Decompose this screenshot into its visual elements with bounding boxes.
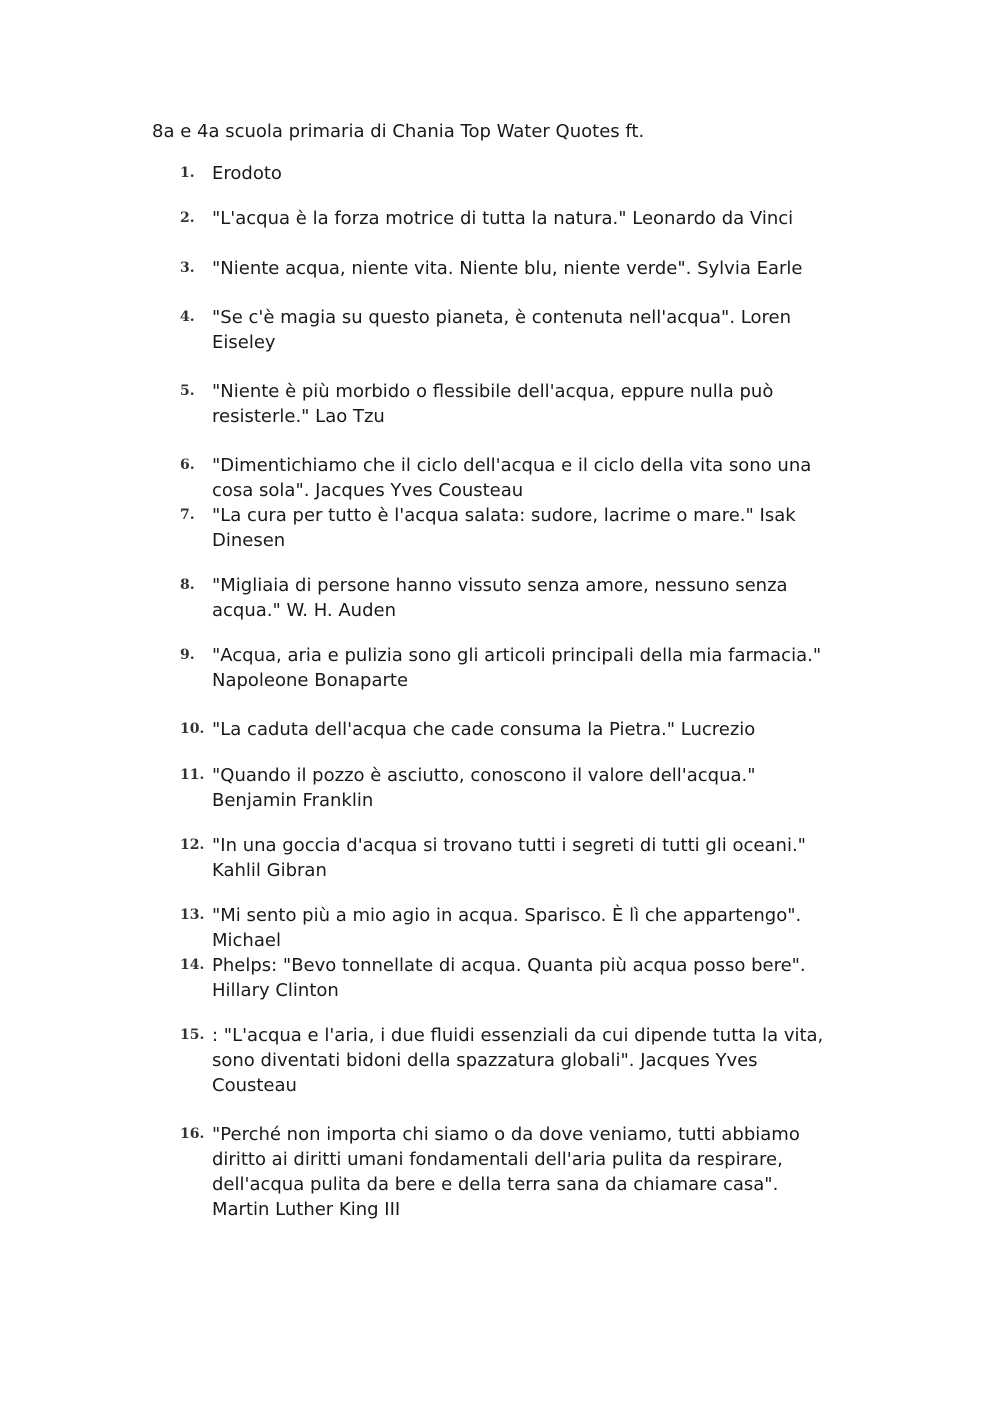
- item-number: 2.: [180, 210, 195, 226]
- item-number: 6.: [180, 457, 195, 473]
- quote-text: "In una goccia d'acqua si trovano tutti i segreti di tutti gli oceani." Kahlil Gibran: [212, 835, 806, 881]
- item-number: 9.: [180, 647, 195, 663]
- item-number: 16.: [180, 1126, 205, 1142]
- quote-text: Phelps: "Bevo tonnellate di acqua. Quanta più acqua posso bere". Hillary Clinton: [212, 955, 806, 1001]
- quote-item-2: [180, 206, 840, 231]
- item-number: 13.: [180, 907, 205, 923]
- quote-item-3: [180, 256, 840, 281]
- quote-item-12: [180, 833, 840, 883]
- quote-item-10: [180, 717, 840, 742]
- item-number: 15.: [180, 1027, 205, 1043]
- quote-text: "Niente acqua, niente vita. Niente blu, niente verde". Sylvia Earle: [212, 258, 803, 279]
- quote-item-14: [180, 953, 840, 1003]
- quote-text: Erodoto: [212, 163, 282, 184]
- quote-item-1: [180, 161, 840, 186]
- quote-text: "La cura per tutto è l'acqua salata: sudore, lacrime o mare." Isak Dinesen: [212, 505, 796, 551]
- quote-text: "Perché non importa chi siamo o da dove veniamo, tutti abbiamo diritto ai diritti umani fondamentali dell'aria pulita da respirare, dell'acqua pulita da bere e della terra sana da chiamare casa". Martin Luther King III: [212, 1124, 800, 1220]
- item-number: 1.: [180, 165, 195, 181]
- quote-text: "Se c'è magia su questo pianeta, è contenuta nell'acqua". Loren Eiseley: [212, 307, 791, 353]
- quote-item-4: [180, 305, 840, 355]
- quote-item-7: [180, 503, 840, 553]
- quote-text: "Dimentichiamo che il ciclo dell'acqua e il ciclo della vita sono una cosa sola". Jacques Yves Cousteau: [212, 455, 812, 501]
- item-number: 10.: [180, 721, 205, 737]
- quote-text: "L'acqua è la forza motrice di tutta la natura." Leonardo da Vinci: [212, 208, 794, 229]
- quote-text: "La caduta dell'acqua che cade consuma la Pietra." Lucrezio: [212, 719, 756, 740]
- quote-text: "Quando il pozzo è asciutto, conoscono il valore dell'acqua." Benjamin Franklin: [212, 765, 756, 811]
- item-number: 7.: [180, 507, 195, 523]
- quote-item-16: [180, 1122, 840, 1222]
- document-title: 8a e 4a scuola primaria di Chania Top Water Quotes ft.: [152, 121, 645, 142]
- quote-item-5: [180, 379, 840, 429]
- item-number: 8.: [180, 577, 195, 593]
- quote-item-6: [180, 453, 840, 503]
- quote-item-9: [180, 643, 840, 693]
- item-number: 11.: [180, 767, 205, 783]
- item-number: 14.: [180, 957, 205, 973]
- item-number: 12.: [180, 837, 205, 853]
- quote-item-13: [180, 903, 840, 953]
- quote-text: "Niente è più morbido o flessibile dell'acqua, eppure nulla può resisterle." Lao Tzu: [212, 381, 774, 427]
- quote-text: "Acqua, aria e pulizia sono gli articoli principali della mia farmacia." Napoleone Bonaparte: [212, 645, 822, 691]
- quote-text: "Migliaia di persone hanno vissuto senza amore, nessuno senza acqua." W. H. Auden: [212, 575, 788, 621]
- quote-item-11: [180, 763, 840, 813]
- quote-text: "Mi sento più a mio agio in acqua. Sparisco. È lì che appartengo". Michael: [212, 905, 802, 951]
- item-number: 4.: [180, 309, 195, 325]
- quote-text: : "L'acqua e l'aria, i due fluidi essenziali da cui dipende tutta la vita, sono diventati bidoni della spazzatura globali". Jacques Yves Cousteau: [212, 1025, 824, 1096]
- item-number: 5.: [180, 383, 195, 399]
- quote-item-15: [180, 1023, 840, 1098]
- item-number: 3.: [180, 260, 195, 276]
- quote-item-8: [180, 573, 840, 623]
